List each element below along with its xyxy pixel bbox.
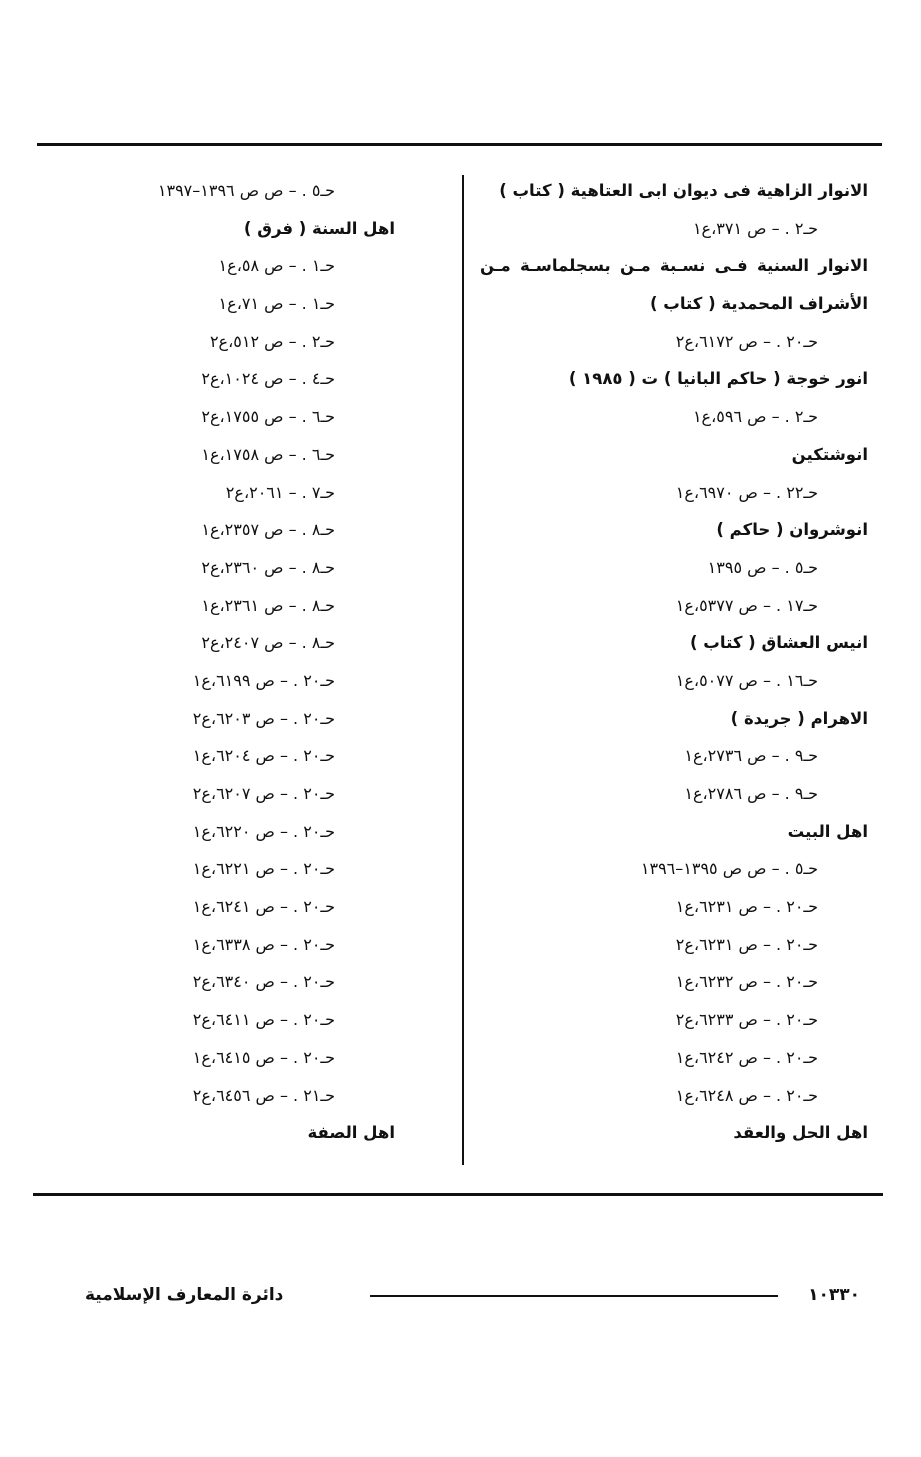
entry-reference: حـ٤ . – ص ١٠٢٤،ع٢: [201, 369, 335, 389]
entry-reference: حـ٢ . – ص ٣٧١،ع١: [692, 218, 818, 238]
entry-reference: حـ٨ . – ص ٢٤٠٧،ع٢: [201, 633, 335, 653]
entry-reference: حـ٢١ . – ص ٦٤٥٦،ع٢: [192, 1085, 335, 1105]
entry-heading: الانوار الزاهية فى ديوان ابى العتاهية ( كتاب ): [499, 181, 868, 200]
entry-heading: انيس العشاق ( كتاب ): [690, 633, 868, 653]
entry-reference: حـ٢٠ . – ص ٦٣٣٨،ع١: [192, 934, 335, 954]
entry-reference: حـ٢٠ . – ص ٦٢٣٣،ع٢: [675, 1010, 818, 1030]
entry-reference: حـ٢٠ . – ص ٦٢٣٢،ع١: [675, 972, 818, 992]
entry-reference: حـ١ . – ص ٧١،ع١: [218, 294, 335, 314]
entry-reference: حـ٢ . – ص ٥١٢،ع٢: [209, 331, 335, 351]
entry-heading: الأشراف المحمدية ( كتاب ): [649, 294, 868, 314]
entry-reference: حـ٢٠ . – ص ٦٤١٥،ع١: [192, 1047, 335, 1067]
entry-reference: حـ٢٠ . – ص ٦٢٠٣،ع٢: [192, 708, 335, 728]
entry-reference: حـ٢٠ . – ص ٦٢٤٢،ع١: [675, 1047, 818, 1067]
page-footer: [85, 1283, 860, 1307]
entry-reference: حـ٦ . – ص ١٧٥٨،ع١: [201, 444, 335, 464]
entry-reference: حـ٥ . – ص ص ١٣٩٥–١٣٩٦: [640, 859, 818, 879]
index-column-left: [60, 172, 395, 1152]
entry-reference: حـ٢٠ . – ص ٦٢٤١،ع١: [192, 897, 335, 917]
entry-reference: حـ١٦ . – ص ٥٠٧٧،ع١: [675, 670, 818, 690]
entry-reference: حـ١٧ . – ص ٥٣٧٧،ع١: [675, 595, 818, 615]
entry-heading: الاهرام ( جريدة ): [730, 708, 868, 728]
entry-reference: حـ٢ . – ص ٥٩٦،ع١: [692, 407, 818, 427]
entry-reference: حـ١ . – ص ٥٨،ع١: [218, 256, 335, 276]
entry-reference: حـ٩ . – ص ٢٧٨٦،ع١: [684, 784, 818, 803]
entry-heading: انور خوجة ( حاكم البانيا ) ت ( ١٩٨٥ ): [568, 369, 868, 389]
entry-reference: حـ٢٠ . – ص ٦٤١١،ع٢: [192, 1010, 335, 1030]
entry-heading: اهل الصفة: [307, 1123, 395, 1143]
entry-reference: حـ٢٠ . – ص ٦٢٠٤،ع١: [192, 746, 335, 766]
entry-reference: حـ٢٠ . – ص ٦٢٠٧،ع٢: [192, 784, 335, 803]
entry-reference: حـ٢٠ . – ص ٦٢٢١،ع١: [192, 859, 335, 879]
entry-heading: اهل البيت: [787, 821, 868, 841]
entry-reference: حـ٢٢ . – ص ٦٩٧٠،ع١: [675, 482, 818, 502]
entry-reference: حـ٢٠ . – ص ٦٢٢٠،ع١: [192, 821, 335, 841]
entry-reference: حـ٢٠ . – ص ٦٢٣١،ع٢: [675, 934, 818, 954]
top-rule: [37, 143, 882, 146]
entry-reference: حـ٢٠ . – ص ٦٢٣١،ع١: [675, 897, 818, 917]
entry-reference: حـ٥ . – ص ص ١٣٩٦–١٣٩٧: [157, 181, 335, 200]
entry-heading: انوشتكين: [791, 444, 868, 464]
entry-reference: حـ٨ . – ص ٢٣٦١،ع١: [201, 595, 335, 615]
entry-reference: حـ٨ . – ص ٢٣٥٧،ع١: [201, 520, 335, 540]
entry-reference: حـ٥ . – ص ١٣٩٥: [707, 557, 818, 577]
entry-reference: حـ٢٠ . – ص ٦١٧٢،ع٢: [675, 331, 818, 351]
entry-heading: اهل الحل والعقد: [733, 1123, 868, 1143]
page-number: ١٠٣٣٠: [808, 1285, 860, 1305]
entry-reference: حـ٢٠ . – ص ٦١٩٩،ع١: [192, 670, 335, 690]
entry-heading: اهل السنة ( فرق ): [243, 218, 395, 238]
entry-reference: حـ٨ . – ص ٢٣٦٠،ع٢: [201, 557, 335, 577]
entry-heading: الانوار السنية فـى نسـبة مـن بسجلماسـة مـن: [480, 256, 868, 276]
bottom-rule: [33, 1193, 883, 1196]
entry-reference: حـ٢٠ . – ص ٦٢٤٨،ع١: [675, 1085, 818, 1105]
entry-reference: حـ٢٠ . – ص ٦٣٤٠،ع٢: [192, 972, 335, 992]
index-column-right: [480, 172, 868, 1152]
entry-heading: انوشروان ( حاكم ): [716, 520, 868, 540]
entry-reference: حـ٦ . – ص ١٧٥٥،ع٢: [201, 407, 335, 427]
encyclopedia-title: دائرة المعارف الإسلامية: [85, 1285, 284, 1305]
entry-reference: حـ٩ . – ص ٢٧٣٦،ع١: [684, 746, 818, 766]
column-divider: [462, 175, 464, 1165]
footer-dash: [370, 1295, 778, 1297]
entry-reference: حـ٧ . – ٢٠٦١،ع٢: [225, 482, 335, 502]
